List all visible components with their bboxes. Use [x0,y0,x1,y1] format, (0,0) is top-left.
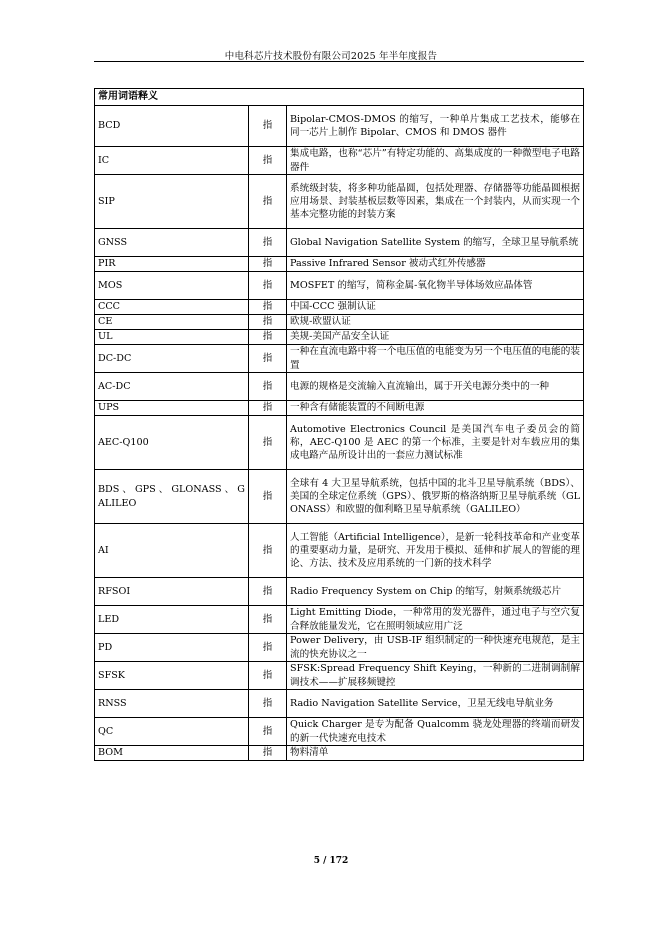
table-row [95,175,584,229]
table-row [95,229,584,257]
definition-cell: 物料清单 [287,746,584,761]
term-cell: AC-DC [95,373,249,401]
definition-cell: Bipolar-CMOS-DMOS 的缩写，一种单片集成工艺技术，能够在同一芯片上制作 Bipolar、CMOS 和 DMOS 器件 [287,106,584,147]
indicator-cell: 指 [249,401,287,416]
definition-cell: Light Emitting Diode，一种常用的发光器件，通过电子与空穴复合释放能量发光，它在照明领域应用广泛 [287,606,584,634]
term-cell: RFSOI [95,578,249,606]
indicator-cell: 指 [249,175,287,229]
term-cell: SIP [95,175,249,229]
term-cell: AEC-Q100 [95,416,249,470]
indicator-cell: 指 [249,634,287,662]
indicator-cell: 指 [249,272,287,300]
indicator-cell: 指 [249,690,287,718]
indicator-cell: 指 [249,257,287,272]
glossary-title: 常用词语释义 [95,89,584,106]
definition-cell: MOSFET 的缩写，简称金属-氧化物半导体场效应晶体管 [287,272,584,300]
table-row [95,470,584,524]
term-cell: SFSK [95,662,249,690]
definition-cell: Quick Charger 是专为配备 Qualcomm 骁龙处理器的终端而研发的新一代快速充电技术 [287,718,584,746]
table-row [95,634,584,662]
table-row [95,401,584,416]
definition-cell: 集成电路，也称“芯片”有特定功能的、高集成度的一种微型电子电路器件 [287,147,584,175]
term-cell: MOS [95,272,249,300]
indicator-cell: 指 [249,662,287,690]
definition-cell: 美规-美国产品安全认证 [287,330,584,345]
term-cell: CE [95,315,249,330]
term-cell: DC-DC [95,345,249,373]
table-row [95,662,584,690]
definition-cell: 一种在直流电路中将一个电压值的电能变为另一个电压值的电能的装置 [287,345,584,373]
indicator-cell: 指 [249,345,287,373]
indicator-cell: 指 [249,300,287,315]
term-cell: QC [95,718,249,746]
page-number: 5 / 172 [313,856,349,866]
indicator-cell: 指 [249,147,287,175]
term-cell: PD [95,634,249,662]
definition-cell: SFSK:Spread Frequency Shift Keying，一种新的二进制调制解调技术——扩展移频键控 [287,662,584,690]
term-cell: BDS 、 GPS 、 GLONASS 、 GALILEO [95,470,249,524]
term-cell: LED [95,606,249,634]
term-cell: BCD [95,106,249,147]
table-row [95,345,584,373]
definition-cell: Power Delivery，由 USB-IF 组织制定的一种快速充电规范，是主流的快充协议之一 [287,634,584,662]
table-row [95,373,584,401]
table-row [95,315,584,330]
term-cell: CCC [95,300,249,315]
term-cell: IC [95,147,249,175]
table-row [95,300,584,315]
definition-cell: 全球有 4 大卫星导航系统，包括中国的北斗卫星导航系统（BDS）、美国的全球定位系统（GPS）、俄罗斯的格洛纳斯卫星导航系统（GLONASS）和欧盟的伽利略卫星导航系统（GALILEO） [287,470,584,524]
term-cell: PIR [95,257,249,272]
table-row [95,330,584,345]
indicator-cell: 指 [249,330,287,345]
table-row [95,106,584,147]
indicator-cell: 指 [249,470,287,524]
indicator-cell: 指 [249,524,287,578]
indicator-cell: 指 [249,229,287,257]
indicator-cell: 指 [249,578,287,606]
glossary-header-row [95,89,584,106]
definition-cell: 欧规-欧盟认证 [287,315,584,330]
indicator-cell: 指 [249,315,287,330]
definition-cell: 电源的规格是交流输入直流输出，属于开关电源分类中的一种 [287,373,584,401]
glossary-table [94,88,584,761]
table-row [95,524,584,578]
indicator-cell: 指 [249,746,287,761]
table-row [95,578,584,606]
header-divider [94,61,584,62]
definition-cell: Global Navigation Satellite System 的缩写，全球卫星导航系统 [287,229,584,257]
definition-cell: 人工智能（Artificial Intelligence），是新一轮科技革命和产业变革的重要驱动力量，是研究、开发用于模拟、延伸和扩展人的智能的理论、方法、技术及应用系统的一门新的技术科学 [287,524,584,578]
indicator-cell: 指 [249,718,287,746]
definition-cell: 系统级封装，将多种功能晶圆，包括处理器、存储器等功能晶圆根据应用场景、封装基板层数等因素，集成在一个封装内，从而实现一个基本完整功能的封装方案 [287,175,584,229]
definition-cell: 一种含有储能装置的不间断电源 [287,401,584,416]
table-row [95,257,584,272]
definition-cell: Radio Frequency System on Chip 的缩写，射频系统级芯片 [287,578,584,606]
indicator-cell: 指 [249,416,287,470]
term-cell: BOM [95,746,249,761]
term-cell: AI [95,524,249,578]
definition-cell: 中国-CCC 强制认证 [287,300,584,315]
definition-cell: Radio Navigation Satellite Service，卫星无线电导航业务 [287,690,584,718]
table-row [95,718,584,746]
table-row [95,746,584,761]
definition-cell: Passive Infrared Sensor 被动式红外传感器 [287,257,584,272]
table-row [95,416,584,470]
indicator-cell: 指 [249,606,287,634]
indicator-cell: 指 [249,373,287,401]
term-cell: UL [95,330,249,345]
term-cell: UPS [95,401,249,416]
report-header-title: 中电科芯片技术股份有限公司2025 年半年度报告 [224,51,438,62]
term-cell: GNSS [95,229,249,257]
indicator-cell: 指 [249,106,287,147]
table-row [95,147,584,175]
definition-cell: Automotive Electronics Council 是美国汽车电子委员会的简称，AEC-Q100 是 AEC 的第一个标准，主要是针对车载应用的集成电路产品所设计出的一套应力测试标准 [287,416,584,470]
term-cell: RNSS [95,690,249,718]
table-row [95,606,584,634]
table-row [95,690,584,718]
table-row [95,272,584,300]
